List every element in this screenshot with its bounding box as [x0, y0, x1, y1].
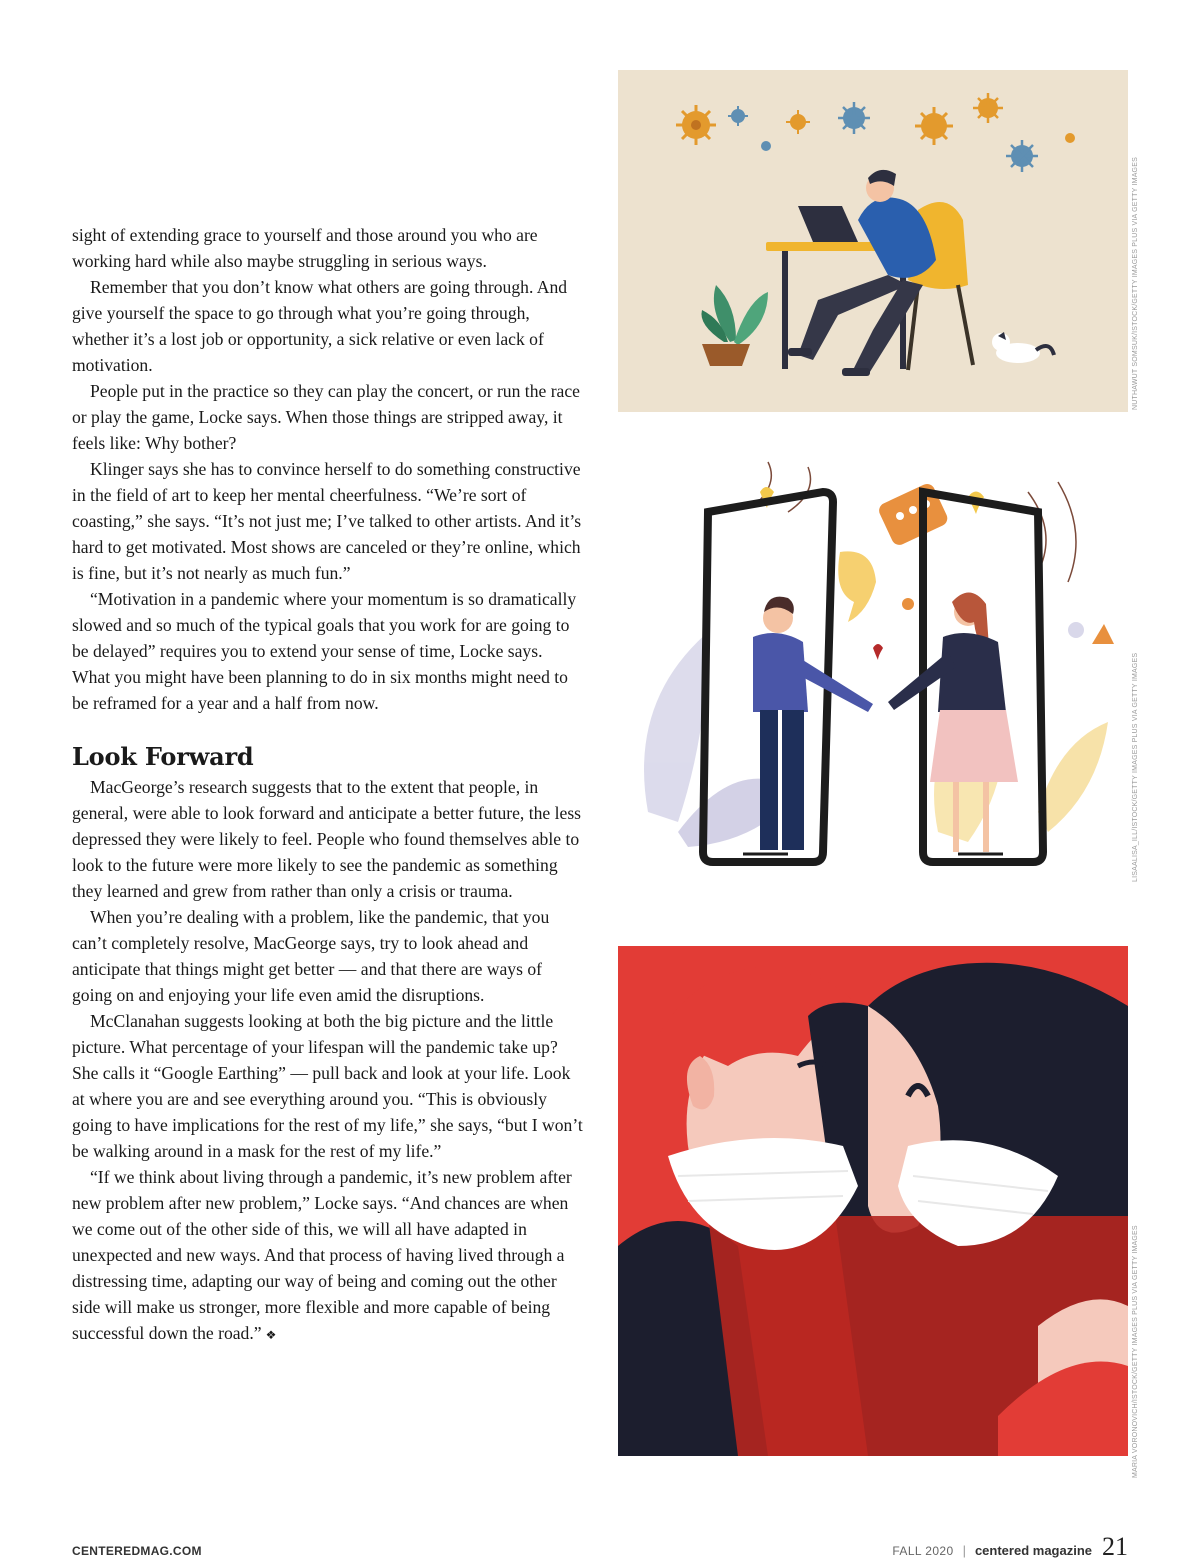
end-mark-icon: ❖: [265, 1328, 277, 1342]
footer-website: CENTEREDMAG.COM: [72, 1544, 202, 1558]
illustration-video-high-five: [618, 452, 1128, 892]
right-person: [888, 592, 1018, 852]
body-paragraph: Klinger says she has to convince herself to do something constructive in the field of art to keep her mental cheerfulness. “We’re sort of coasting,” she says. “It’s not just me; I’ve talked to other artists. And it’s hard to get motivated. Most shows are canceled or they’re online, which is fine, but it’s not nearly as much fun.”: [72, 459, 582, 583]
body-paragraph: MacGeorge’s research suggests that to the extent that people, in general, were able to look forward and anticipate a better future, the less depressed they were likely to feel. People who found themselves able to look to the future were more likely to see the pandemic as something they learned and grew from rather than only a crisis or trauma.: [72, 777, 582, 901]
footer-separator: |: [962, 1543, 966, 1558]
left-person: [753, 597, 873, 850]
body-paragraph: People put in the practice so they can play the concert, or run the race or play the game, Locke says. When those things are stripped away, it feels like: Why bother?: [72, 381, 580, 453]
body-paragraph: “Motivation in a pandemic where your momentum is so dramatically slowed and so much of the typical goals that you work for are going to be delayed” requires you to extend your sense of time, Locke says. What you might have been planning to do in six months might need to be reframed for a year and a half from now.: [72, 589, 577, 713]
illustration-remote-work: [618, 70, 1128, 412]
body-paragraph: McClanahan suggests looking at both the big picture and the little picture. What percentage of your lifespan will the pandemic take up? She calls it “Google Earthing” — pull back and look at your life. Look at where you are and see everything around you. “This is obviously going to have implications for the rest of my life,” she says, “but I won’t be walking around in a mask for the rest of my life.”: [72, 1011, 583, 1161]
masked-couple-drawing: [618, 946, 1128, 1456]
body-paragraph: When you’re dealing with a problem, like the pandemic, that you can’t completely resolve, MacGeorge says, try to look ahead and anticipate that things might get better — and that there are ways of going on and enjoying your life even amid the disruptions.: [72, 907, 550, 1005]
page-number: 21: [1102, 1532, 1128, 1561]
remote-work-drawing: [618, 70, 1128, 412]
final-paragraph-text: “If we think about living through a pandemic, it’s new problem after new problem after new problem,” Locke says. “And chances are when we come out of the other side of this, we will all have adapted in unexpected and new ways. And that process of having lived through a distressing time, adapting our way of being and coming out the other side will make us stronger, more flexible and more capable of being successful down the road.”: [72, 1167, 572, 1343]
cat: [992, 332, 1054, 363]
article-column: [72, 222, 584, 1348]
image-credit: NUTHAWUT SOMSUK/ISTOCK/GETTY IMAGES PLUS VIA GETTY IMAGES: [1132, 157, 1139, 410]
footer-magazine-name: centered magazine: [974, 1543, 1092, 1558]
body-paragraph: Remember that you don’t know what others are going through. And give yourself the space to go through what you’re going through, whether it’s a lost job or opportunity, a sick relative or even lack of motivation.: [72, 277, 568, 375]
video-chat-drawing: [618, 452, 1128, 892]
image-credit: MARIA VORONOVICH/ISTOCK/GETTY IMAGES PLUS VIA GETTY IMAGES: [1132, 1225, 1139, 1478]
body-paragraph: [72, 1164, 584, 1348]
person: [788, 170, 936, 376]
body-paragraph: sight of extending grace to yourself and those around you who are working hard while also maybe struggling in serious ways.: [72, 225, 538, 271]
plant: [701, 285, 768, 366]
illustration-masked-couple: [618, 946, 1128, 1456]
footer-issue: FALL 2020: [892, 1544, 954, 1558]
image-credit: LISAALISA_ILL/ISTOCK/GETTY IMAGES PLUS VIA GETTY IMAGES: [1132, 652, 1139, 882]
section-heading: Look Forward: [72, 742, 254, 771]
